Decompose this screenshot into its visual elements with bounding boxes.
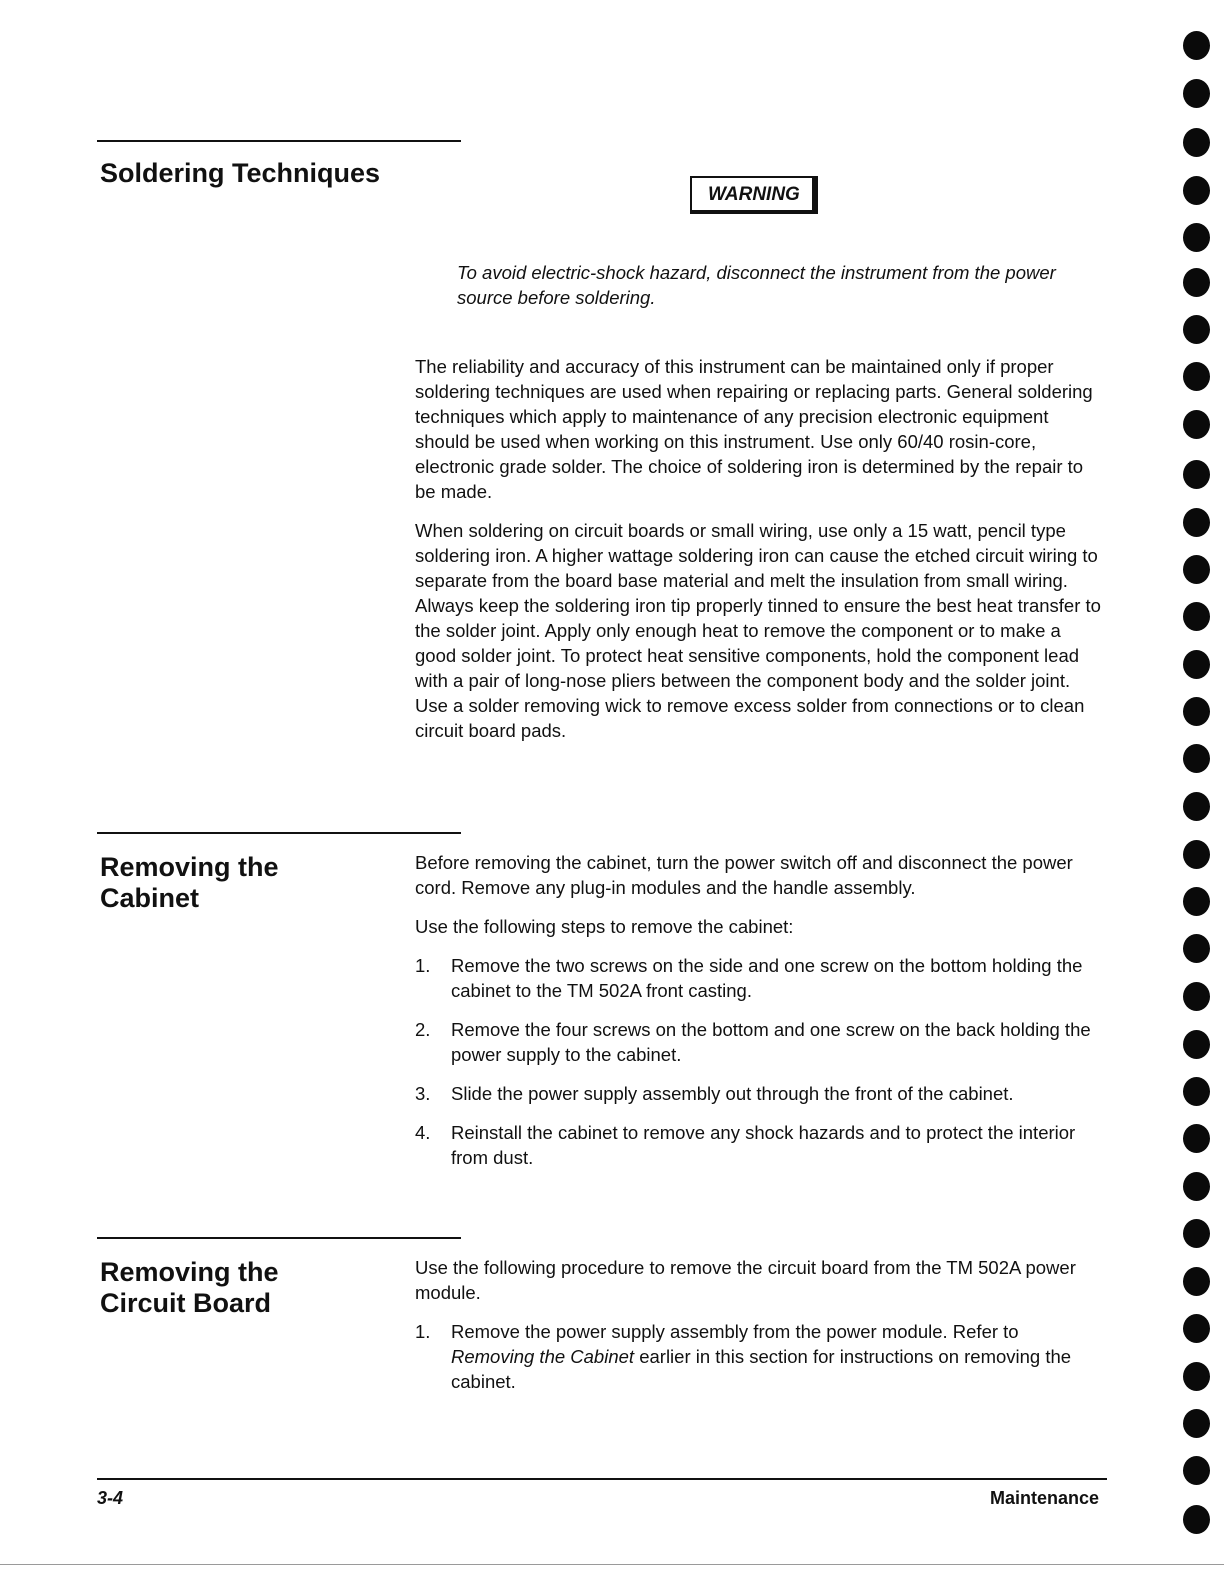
step-number: 4. (415, 1122, 431, 1143)
soldering-paragraph-1: The reliability and accuracy of this instrument can be maintained only if proper soldering techniques are used when repairing or replacing parts. General soldering techniques which apply to maintenance of any precision electronic equipment should be used when working on this instrument. Use only 60/40 rosin-core, electronic grade solder. The choice of soldering iron is determined by the repair to be made. (415, 356, 1093, 502)
cabinet-body (415, 850, 1105, 1184)
step-number: 1. (415, 1321, 431, 1342)
section-title-circuit-board-line2: Circuit Board (100, 1288, 272, 1318)
binding-hole (1183, 744, 1210, 773)
section-title-cabinet-line2: Cabinet (100, 883, 200, 913)
binding-hole (1183, 128, 1210, 157)
section-rule-soldering (97, 140, 461, 142)
cabinet-steps (415, 953, 1105, 1170)
binding-hole (1183, 31, 1210, 60)
cross-reference: Removing the Cabinet (451, 1346, 635, 1367)
binding-hole (1183, 650, 1210, 679)
circuit-board-body (415, 1255, 1105, 1408)
section-title-circuit-board (100, 1257, 279, 1319)
soldering-paragraph-2: When soldering on circuit boards or small wiring, use only a 15 watt, pencil type soldering iron. A higher wattage soldering iron can cause the etched circuit wiring to separate from the board base material and melt the insulation from small wiring. Always keep the soldering iron tip properly tinned to ensure the best heat transfer to the solder joint. Apply only enough heat to remove the component or to make a good solder joint. To protect heat sensitive components, hold the component lead with a pair of long-nose pliers between the component body and the solder joint. Use a solder removing wick to remove excess solder from connections or to clean circuit board pads. (415, 520, 1101, 741)
step-number: 3. (415, 1083, 431, 1104)
circuit-board-intro: Use the following procedure to remove the circuit board from the TM 502A power module. (415, 1257, 1076, 1303)
warning-text: To avoid electric-shock hazard, disconnect the instrument from the power source before soldering. (457, 262, 1056, 308)
step-number: 1. (415, 955, 431, 976)
binding-hole (1183, 460, 1210, 489)
binding-hole (1183, 410, 1210, 439)
binding-hole (1183, 508, 1210, 537)
binding-hole (1183, 602, 1210, 631)
binding-hole (1183, 555, 1210, 584)
page-edge (0, 1564, 1224, 1565)
binding-hole (1183, 982, 1210, 1011)
cabinet-intro: Before removing the cabinet, turn the power switch off and disconnect the power cord. Remove any plug-in modules and the handle assembly. (415, 852, 1073, 898)
list-item (415, 1319, 1105, 1394)
footer-section-name: Maintenance (990, 1488, 1100, 1508)
section-title-cabinet (100, 852, 279, 914)
binding-hole (1183, 1030, 1210, 1059)
step-number: 2. (415, 1019, 431, 1040)
binding-hole (1183, 840, 1210, 869)
footer-rule (97, 1478, 1107, 1480)
warning-label: WARNING (690, 176, 818, 214)
circuit-board-steps (415, 1319, 1105, 1394)
page-number: 3-4 (97, 1488, 124, 1508)
list-item (415, 953, 1105, 1003)
cabinet-lead: Use the following steps to remove the cabinet: (415, 916, 794, 937)
list-item (415, 1017, 1105, 1067)
section-title-circuit-board-line1: Removing the (100, 1257, 279, 1287)
binding-hole (1183, 176, 1210, 205)
binding-hole (1183, 268, 1210, 297)
binding-hole (1183, 1172, 1210, 1201)
binding-hole (1183, 1362, 1210, 1391)
binding-hole (1183, 1314, 1210, 1343)
binding-hole (1183, 223, 1210, 252)
list-item (415, 1120, 1105, 1170)
binding-hole (1183, 1409, 1210, 1438)
binding-hole (1183, 1267, 1210, 1296)
binding-hole (1183, 1456, 1210, 1485)
binding-hole (1183, 362, 1210, 391)
step-text-before: Remove the power supply assembly from the power module. Refer to (451, 1321, 1019, 1342)
section-rule-cabinet (97, 832, 461, 834)
section-title-cabinet-line1: Removing the (100, 852, 279, 882)
binding-hole (1183, 79, 1210, 108)
binding-hole (1183, 887, 1210, 916)
binding-hole (1183, 1077, 1210, 1106)
binding-hole (1183, 1124, 1210, 1153)
binding-hole (1183, 697, 1210, 726)
step-text: Reinstall the cabinet to remove any shock hazards and to protect the interior from dust. (451, 1122, 1076, 1168)
step-text-after: earlier in this section for instructions on removing the cabinet. (451, 1346, 1072, 1392)
step-text: Slide the power supply assembly out through the front of the cabinet. (451, 1083, 1014, 1104)
binding-hole (1183, 1505, 1210, 1534)
step-text: Remove the four screws on the bottom and one screw on the back holding the power supply to the cabinet. (451, 1019, 1091, 1065)
binding-hole (1183, 934, 1210, 963)
list-item (415, 1081, 1105, 1106)
soldering-body (415, 354, 1105, 757)
section-title-soldering: Soldering Techniques (100, 158, 381, 188)
binding-hole (1183, 315, 1210, 344)
binding-hole (1183, 1219, 1210, 1248)
section-rule-circuit-board (97, 1237, 461, 1239)
step-text: Remove the two screws on the side and one screw on the bottom holding the cabinet to the TM 502A front casting. (451, 955, 1083, 1001)
binding-hole (1183, 792, 1210, 821)
